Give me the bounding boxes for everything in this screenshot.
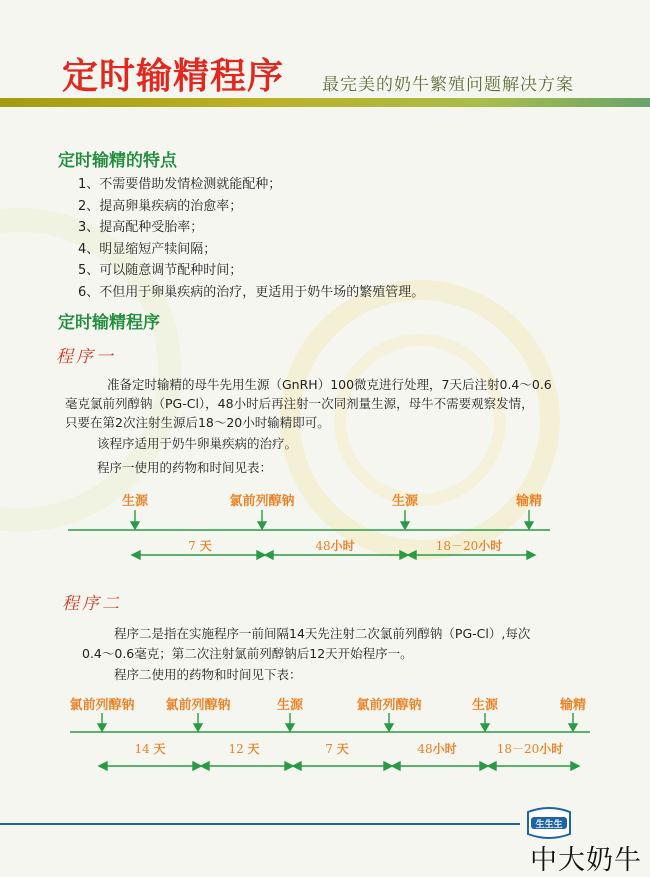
page-title: 定时输精程序 [62,56,285,97]
p1-interval-label: 48小时 [315,539,355,553]
page-subtitle: 最完美的奶牛繁殖问题解决方案 [322,75,574,95]
feature-item: 4、明显缩短产犊间隔； [78,241,217,257]
p2-interval-label: 7 天 [325,742,349,756]
p1-step-label: 生源 [391,494,419,509]
program-two-title: 程序二 [62,594,122,614]
features-heading: 定时输精的特点 [58,151,177,171]
p2-interval-label: 48小时 [417,742,457,756]
p2-step-label: 生源 [471,698,499,713]
svg-text:生生生: 生生生 [535,820,563,830]
feature-item: 1、不需要借助发情检测就能配种； [78,177,282,192]
brand-name: 中大奶牛 [530,845,642,876]
p1-step-label: 氯前列醇钠 [229,494,295,509]
program-one-title: 程序一 [56,347,116,367]
feature-item: 2、提高卵巢疾病的治愈率； [78,198,243,214]
program-one-text-line: 准备定时输精的母牛先用生源（GnRH）100微克进行处理，7天后注射0.4～0.6 [107,377,552,392]
p2-interval-label: 14 天 [134,742,166,756]
program-two-text-line: 0.4～0.6毫克；第二次注射氯前列醇钠后12天开始程序一。 [82,646,413,661]
p1-step-label: 输精 [515,494,543,509]
p2-step-label: 氯前列醇钠 [69,698,135,713]
feature-item: 5、可以随意调节配种时间； [78,263,243,279]
program-one-scope: 该程序适用于奶牛卵巢疾病的治疗。 [97,436,298,451]
program-one-table-intro: 程序一使用的药物和时间见表： [97,460,273,475]
p1-interval-label: 18－20小时 [435,539,503,553]
feature-item: 6、不但用于卵巢疾病的治疗，更适用于奶牛场的繁殖管理。 [78,284,425,300]
p2-step-label: 生源 [276,698,304,713]
p2-step-label: 氯前列醇钠 [165,698,231,713]
program-one-text-line: 只要在第2次注射生源后18～20小时输精即可。 [65,415,330,430]
program-two-text-line: 程序二是指在实施程序一前间隔14天先注射二次氯前列醇钠（PG-Cl）,每次 [114,626,531,641]
company-logo [524,806,574,840]
p2-step-label: 氯前列醇钠 [356,698,422,713]
feature-item: 3、提高配种受胎率； [78,220,204,236]
p2-step-label: 输精 [559,698,587,713]
p1-step-label: 生源 [121,494,149,509]
program-two-table-intro: 程序二使用的药物和时间见下表： [114,667,302,682]
program-one-text-line: 毫克氯前列醇钠（PG-Cl），48小时后再注射一次同剂量生源，母牛不需要观察发情， [65,396,534,411]
p1-interval-label: 7 天 [188,539,212,553]
footer-rule [0,823,520,825]
program-heading: 定时输精程序 [58,313,160,333]
p2-interval-label: 12 天 [228,742,260,756]
p2-interval-label: 18－20小时 [496,742,564,756]
